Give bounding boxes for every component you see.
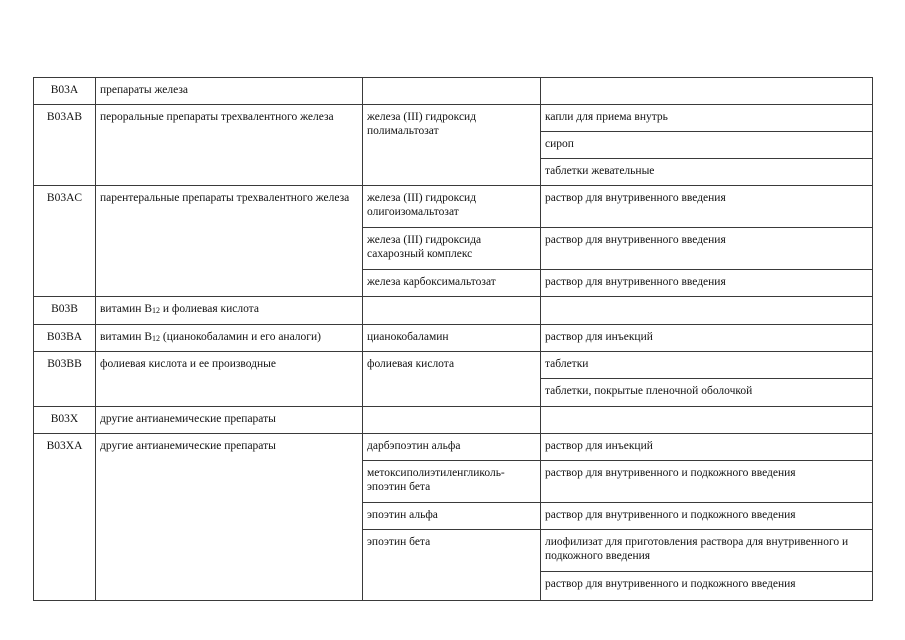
inn-name: эпоэтин альфа	[363, 503, 541, 530]
group-name: пероральные препараты трехвалентного железа	[96, 105, 363, 186]
dosage-form	[541, 297, 873, 325]
dosage-form: таблетки, покрытые пленочной оболочкой	[541, 379, 873, 407]
inn-name: железа карбоксимальтозат	[363, 270, 541, 297]
inn-name: железа (III) гидроксид олигоизомальтозат	[363, 186, 541, 228]
dosage-form	[541, 78, 873, 105]
subscript: 12	[152, 306, 160, 315]
drug-classification-table	[33, 77, 873, 601]
group-name	[96, 297, 363, 325]
table-row	[34, 105, 873, 132]
dosage-form: таблетки жевательные	[541, 159, 873, 186]
inn-name	[363, 78, 541, 105]
inn-name: эпоэтин бета	[363, 530, 541, 601]
dosage-form: капли для приема внутрь	[541, 105, 873, 132]
dosage-form: раствор для инъекций	[541, 325, 873, 352]
group-name-part: витамин B	[100, 303, 152, 315]
table-row	[34, 297, 873, 325]
atc-code: B03X	[34, 407, 96, 434]
atc-code: B03XA	[34, 434, 96, 601]
dosage-form: раствор для внутривенного введения	[541, 228, 873, 270]
group-name-part: и фолиевая кислота	[160, 303, 259, 315]
group-name: парентеральные препараты трехвалентного железа	[96, 186, 363, 297]
group-name: фолиевая кислота и ее производные	[96, 352, 363, 407]
inn-name: дарбэпоэтин альфа	[363, 434, 541, 461]
inn-name: железа (III) гидроксида сахарозный комплекс	[363, 228, 541, 270]
atc-code: B03BA	[34, 325, 96, 352]
dosage-form: сироп	[541, 132, 873, 159]
dosage-form: раствор для внутривенного и подкожного введения	[541, 503, 873, 530]
inn-name	[363, 297, 541, 325]
subscript: 12	[152, 334, 160, 343]
atc-code: B03AC	[34, 186, 96, 297]
table-row	[34, 325, 873, 352]
table-row	[34, 352, 873, 379]
dosage-form: раствор для внутривенного введения	[541, 186, 873, 228]
atc-code: B03B	[34, 297, 96, 325]
group-name: другие антианемические препараты	[96, 434, 363, 601]
dosage-form: раствор для внутривенного и подкожного введения	[541, 461, 873, 503]
dosage-form: раствор для инъекций	[541, 434, 873, 461]
table-row	[34, 434, 873, 461]
group-name	[96, 325, 363, 352]
inn-name: железа (III) гидроксид полимальтозат	[363, 105, 541, 186]
group-name: другие антианемические препараты	[96, 407, 363, 434]
inn-name: фолиевая кислота	[363, 352, 541, 407]
dosage-form	[541, 407, 873, 434]
dosage-form: раствор для внутривенного введения	[541, 270, 873, 297]
group-name-part: витамин B	[100, 331, 152, 343]
atc-code: B03AB	[34, 105, 96, 186]
atc-code: B03A	[34, 78, 96, 105]
atc-code: B03BB	[34, 352, 96, 407]
dosage-form: таблетки	[541, 352, 873, 379]
inn-name: метоксиполиэтиленгликоль-эпоэтин бета	[363, 461, 541, 503]
group-name-part: (цианокобаламин и его аналоги)	[160, 331, 321, 343]
table-row	[34, 78, 873, 105]
table-row	[34, 407, 873, 434]
table-row	[34, 186, 873, 228]
dosage-form: раствор для внутривенного и подкожного введения	[541, 572, 873, 601]
dosage-form: лиофилизат для приготовления раствора для внутривенного и подкожного введения	[541, 530, 873, 572]
inn-name	[363, 407, 541, 434]
inn-name: цианокобаламин	[363, 325, 541, 352]
group-name: препараты железа	[96, 78, 363, 105]
